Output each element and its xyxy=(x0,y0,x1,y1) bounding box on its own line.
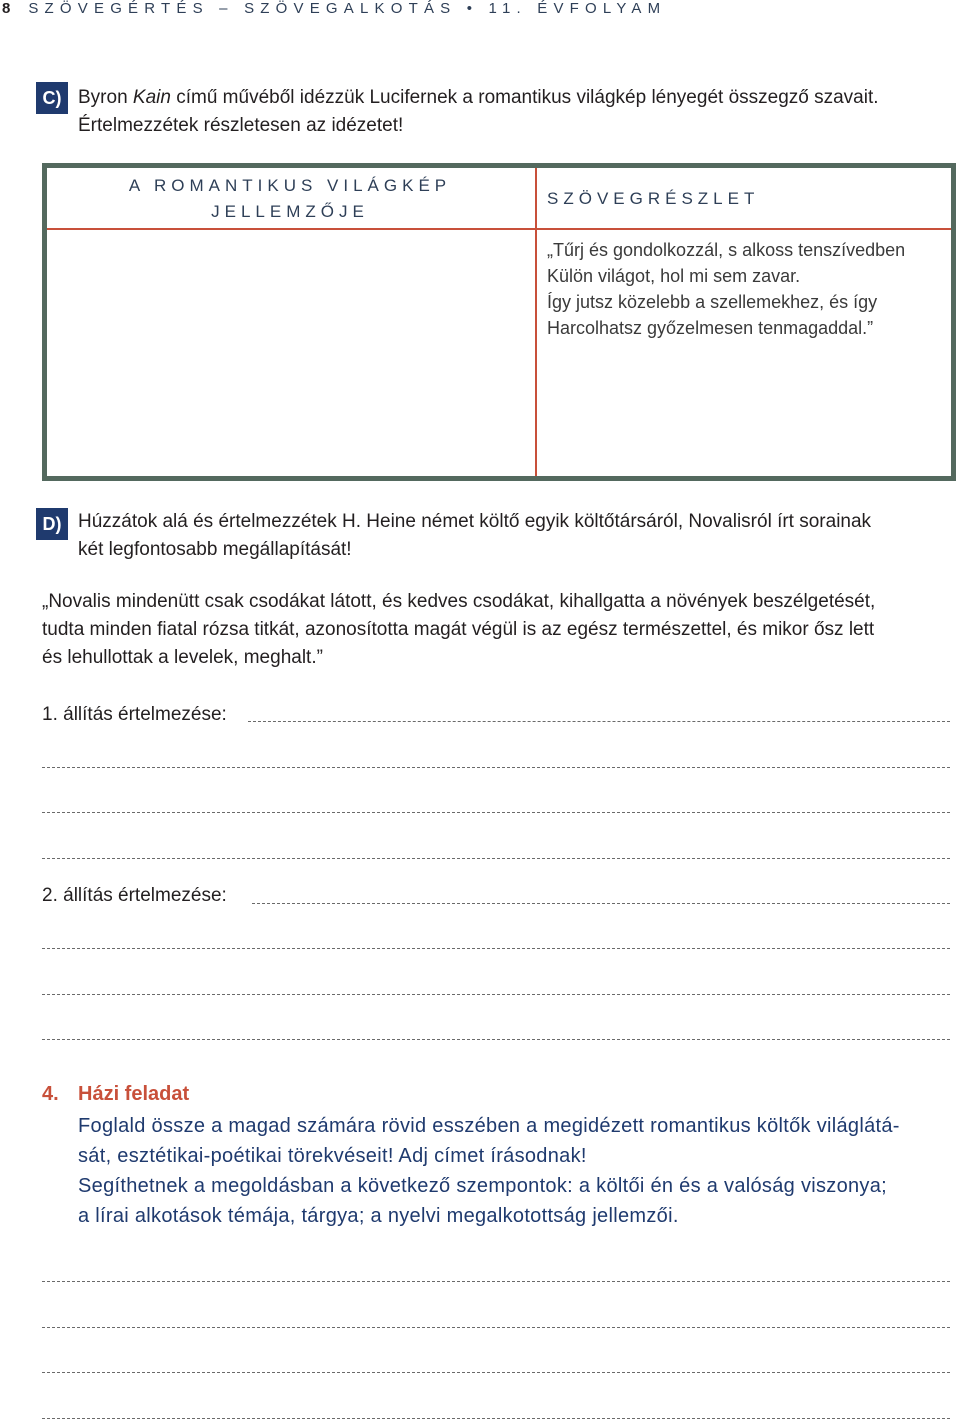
answer2-line[interactable] xyxy=(42,948,950,949)
answer1-line[interactable] xyxy=(42,767,950,768)
answer1-line[interactable] xyxy=(42,812,950,813)
page-number: 8 xyxy=(2,0,11,17)
section-c-label: C) xyxy=(36,82,68,114)
novalis-quote: „Novalis mindenütt csak csodákat látott, és kedves csodákat, kihallgatta a növények beszélgetését, tudta minden fiatal rózsa titkát, azonosította magát végül is az egész természettel, és mikor ősz lett és lehullottak a levelek, meghalt.” xyxy=(42,591,876,668)
answer2-line[interactable] xyxy=(42,994,950,995)
answer1-line[interactable] xyxy=(248,721,950,722)
byron-quote: „Tűrj és gondolkozzál, s alkoss tenszívedben Külön világot, hol mi sem zavar. Így jutsz közelebb a szellemekhez, és így Harcolhatsz győzelmesen tenmagaddal.” xyxy=(547,240,906,338)
answer2-label: 2. állítás értelmezése: xyxy=(42,885,227,906)
section-d-instruction: Húzzátok alá és értelmezzétek H. Heine német költő egyik költőtársáról, Novalisról írt sorainak két legfontosabb megállapítását! xyxy=(78,511,872,560)
table-header-rule xyxy=(47,228,951,230)
table-column-rule xyxy=(535,168,537,476)
answer1-line[interactable] xyxy=(42,858,950,859)
running-header xyxy=(2,0,666,22)
homework-answer-line[interactable] xyxy=(42,1281,950,1282)
homework-text: Foglald össze a magad számára rövid esszében a megidézett romantikus költők világlátá- sát, esztétikai-poétikai törekvéseit! Adj címet írásodnak! Segíthetnek a megoldásban a következő szempontok: a költői én és a valóság viszonya; a lírai alkotások témája, tárgya; a nyelvi megalkotottság jellemzői. xyxy=(78,1115,900,1227)
running-title: SZÖVEGÉRTÉS – SZÖVEGALKOTÁS • 11. ÉVFOLYAM xyxy=(28,0,667,17)
homework-number: 4. xyxy=(42,1083,59,1105)
homework-answer-line[interactable] xyxy=(42,1372,950,1373)
homework-title: Házi feladat xyxy=(78,1083,190,1105)
answer2-line[interactable] xyxy=(42,1039,950,1040)
section-c-instruction xyxy=(78,84,948,140)
worldview-answer-cell[interactable] xyxy=(60,240,520,466)
section-c-instruction-line2: Értelmezzétek részletesen az idézetet! xyxy=(78,115,404,136)
answer2-line[interactable] xyxy=(252,903,950,904)
table-col2-header: SZÖVEGRÉSZLET xyxy=(547,189,760,208)
section-c-instruction-line1: Byron Kain című művéből idézzük Lucifernek a romantikus világkép lényegét összegző szavait. xyxy=(78,87,879,108)
homework-answer-line[interactable] xyxy=(42,1327,950,1328)
section-d-label: D) xyxy=(36,508,68,540)
answer1-label: 1. állítás értelmezése: xyxy=(42,704,227,725)
homework-answer-line[interactable] xyxy=(42,1418,950,1419)
table-col1-header: A ROMANTIKUS VILÁGKÉP JELLEMZŐJE xyxy=(128,176,452,221)
